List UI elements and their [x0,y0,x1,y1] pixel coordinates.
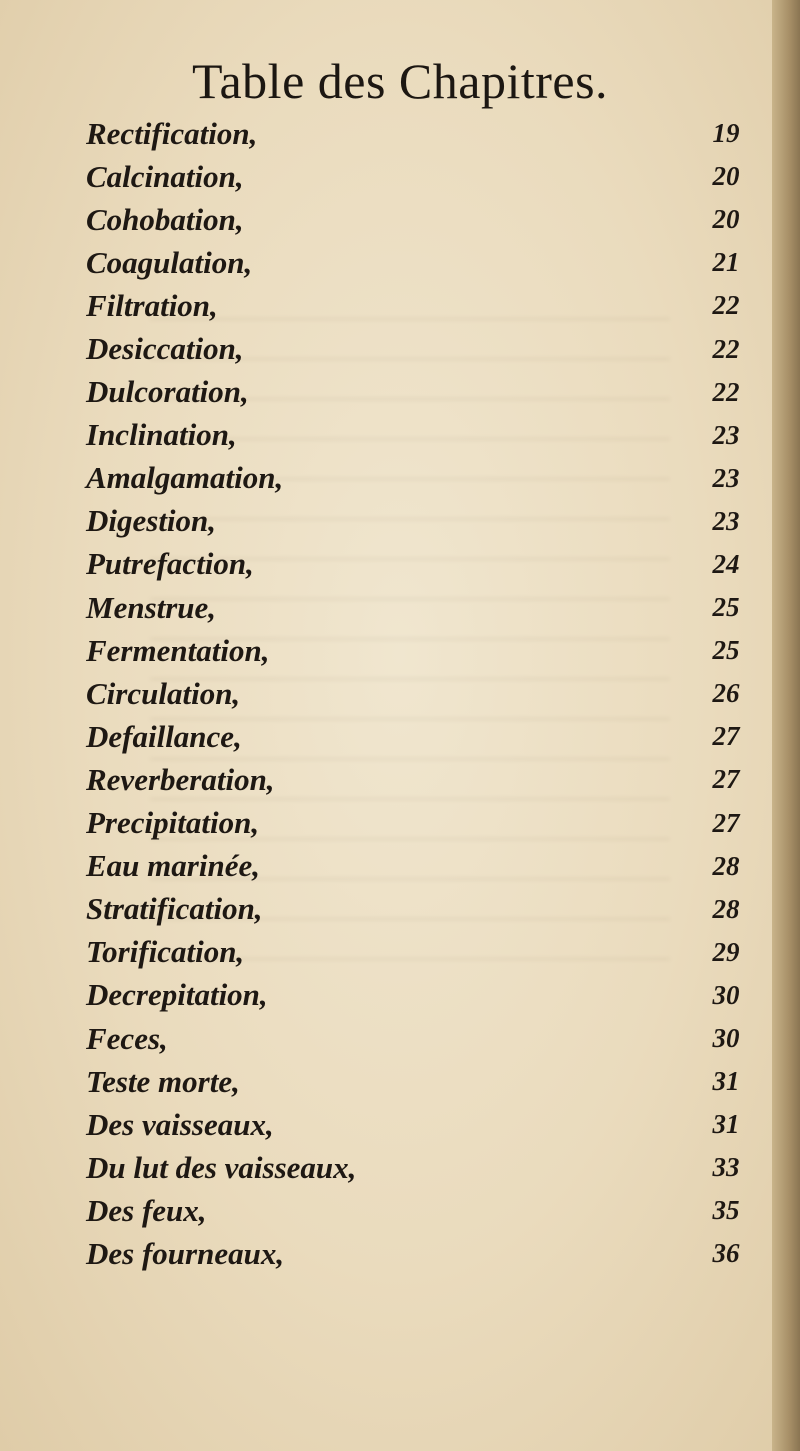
chapter-entry [86,1232,756,1275]
page-title: Table des Chapitres. [191,53,609,109]
chapter-page-number: 24 [712,548,740,579]
chapter-label: Teste morte, [86,1063,240,1099]
chapter-page-number: 20 [712,161,740,192]
chapter-entry [86,241,756,284]
chapter-page-number: 28 [712,893,740,924]
chapter-entry [86,543,756,586]
chapter-label: Rectification, [86,115,258,151]
chapter-entry [86,414,756,457]
chapter-page-number: 22 [712,290,740,321]
chapter-page-number: 22 [712,333,740,364]
chapter-label: Desiccation, [86,331,244,367]
chapter-label: Coagulation, [86,244,253,280]
chapter-page-number: 26 [712,678,740,709]
chapter-label: Inclination, [86,417,237,453]
chapter-label: Digestion, [86,503,217,539]
chapter-page-number: 23 [712,505,740,536]
chapter-page-number: 29 [712,936,740,967]
chapter-label: Torification, [86,934,245,970]
chapter-entry [86,672,756,715]
chapter-entry [86,327,756,370]
chapter-page-number: 19 [712,118,740,149]
chapter-entry [86,715,756,758]
chapter-label: Du lut des vaisseaux, [86,1149,357,1185]
chapter-label: Feces, [86,1020,168,1056]
chapter-page-number: 25 [712,635,740,666]
chapter-page-number: 27 [712,764,740,795]
chapter-entry [86,1189,756,1232]
chapter-entry [86,758,756,801]
chapter-label: Eau marinée, [86,848,260,884]
chapter-label: Menstrue, [86,589,217,625]
chapter-page-number: 21 [712,247,740,278]
chapter-label: Dulcoration, [86,374,249,410]
chapter-label: Cohobation, [86,201,244,237]
chapter-label: Stratification, [86,891,263,927]
chapter-page-number: 22 [712,376,740,407]
chapter-page-number: 27 [712,721,740,752]
chapter-entry [86,931,756,974]
chapter-label: Amalgamation, [86,460,284,496]
chapter-entry [86,1060,756,1103]
chapter-page-number: 27 [712,807,740,838]
chapter-entry [86,457,756,500]
chapter-label: Putrefaction, [86,546,254,582]
chapter-entry [86,1146,756,1189]
page-gutter [772,0,800,1451]
chapter-entry [86,845,756,888]
chapter-page-number: 23 [712,462,740,493]
chapter-label: Des fourneaux, [86,1235,285,1271]
chapter-entry [86,155,756,198]
chapter-label: Calcination, [86,158,244,194]
chapter-label: Des feux, [86,1192,207,1228]
chapter-page-number: 31 [712,1109,740,1140]
chapter-page-number: 23 [712,419,740,450]
chapter-page-number: 31 [712,1066,740,1097]
chapter-entry [86,974,756,1017]
chapter-label: Des vaisseaux, [86,1106,274,1142]
chapter-entry [86,1103,756,1146]
chapter-label: Reverberation, [86,761,275,797]
chapter-label: Fermentation, [86,632,270,668]
chapter-entry [86,629,756,672]
chapter-label: Filtration, [86,287,218,323]
chapter-label: Defaillance, [86,718,242,754]
chapter-entry [86,284,756,327]
chapter-page-number: 36 [712,1238,740,1269]
chapter-page-number: 25 [712,592,740,623]
chapter-label: Circulation, [86,675,241,711]
chapter-entry [86,802,756,845]
chapter-entry [86,888,756,931]
chapter-entry [86,112,756,155]
chapter-page-number: 35 [712,1195,740,1226]
chapter-page-number: 30 [712,1023,740,1054]
chapter-label: Precipitation, [86,805,260,841]
chapter-page-number: 33 [712,1152,740,1183]
chapter-list [86,112,756,1276]
chapter-label: Decrepitation, [86,977,268,1013]
chapter-entry [86,371,756,414]
chapter-page-number: 30 [712,979,740,1010]
chapter-entry [86,500,756,543]
chapter-page-number: 28 [712,850,740,881]
chapter-entry [86,198,756,241]
chapter-page-number: 20 [712,204,740,235]
chapter-entry [86,586,756,629]
chapter-entry [86,1017,756,1060]
